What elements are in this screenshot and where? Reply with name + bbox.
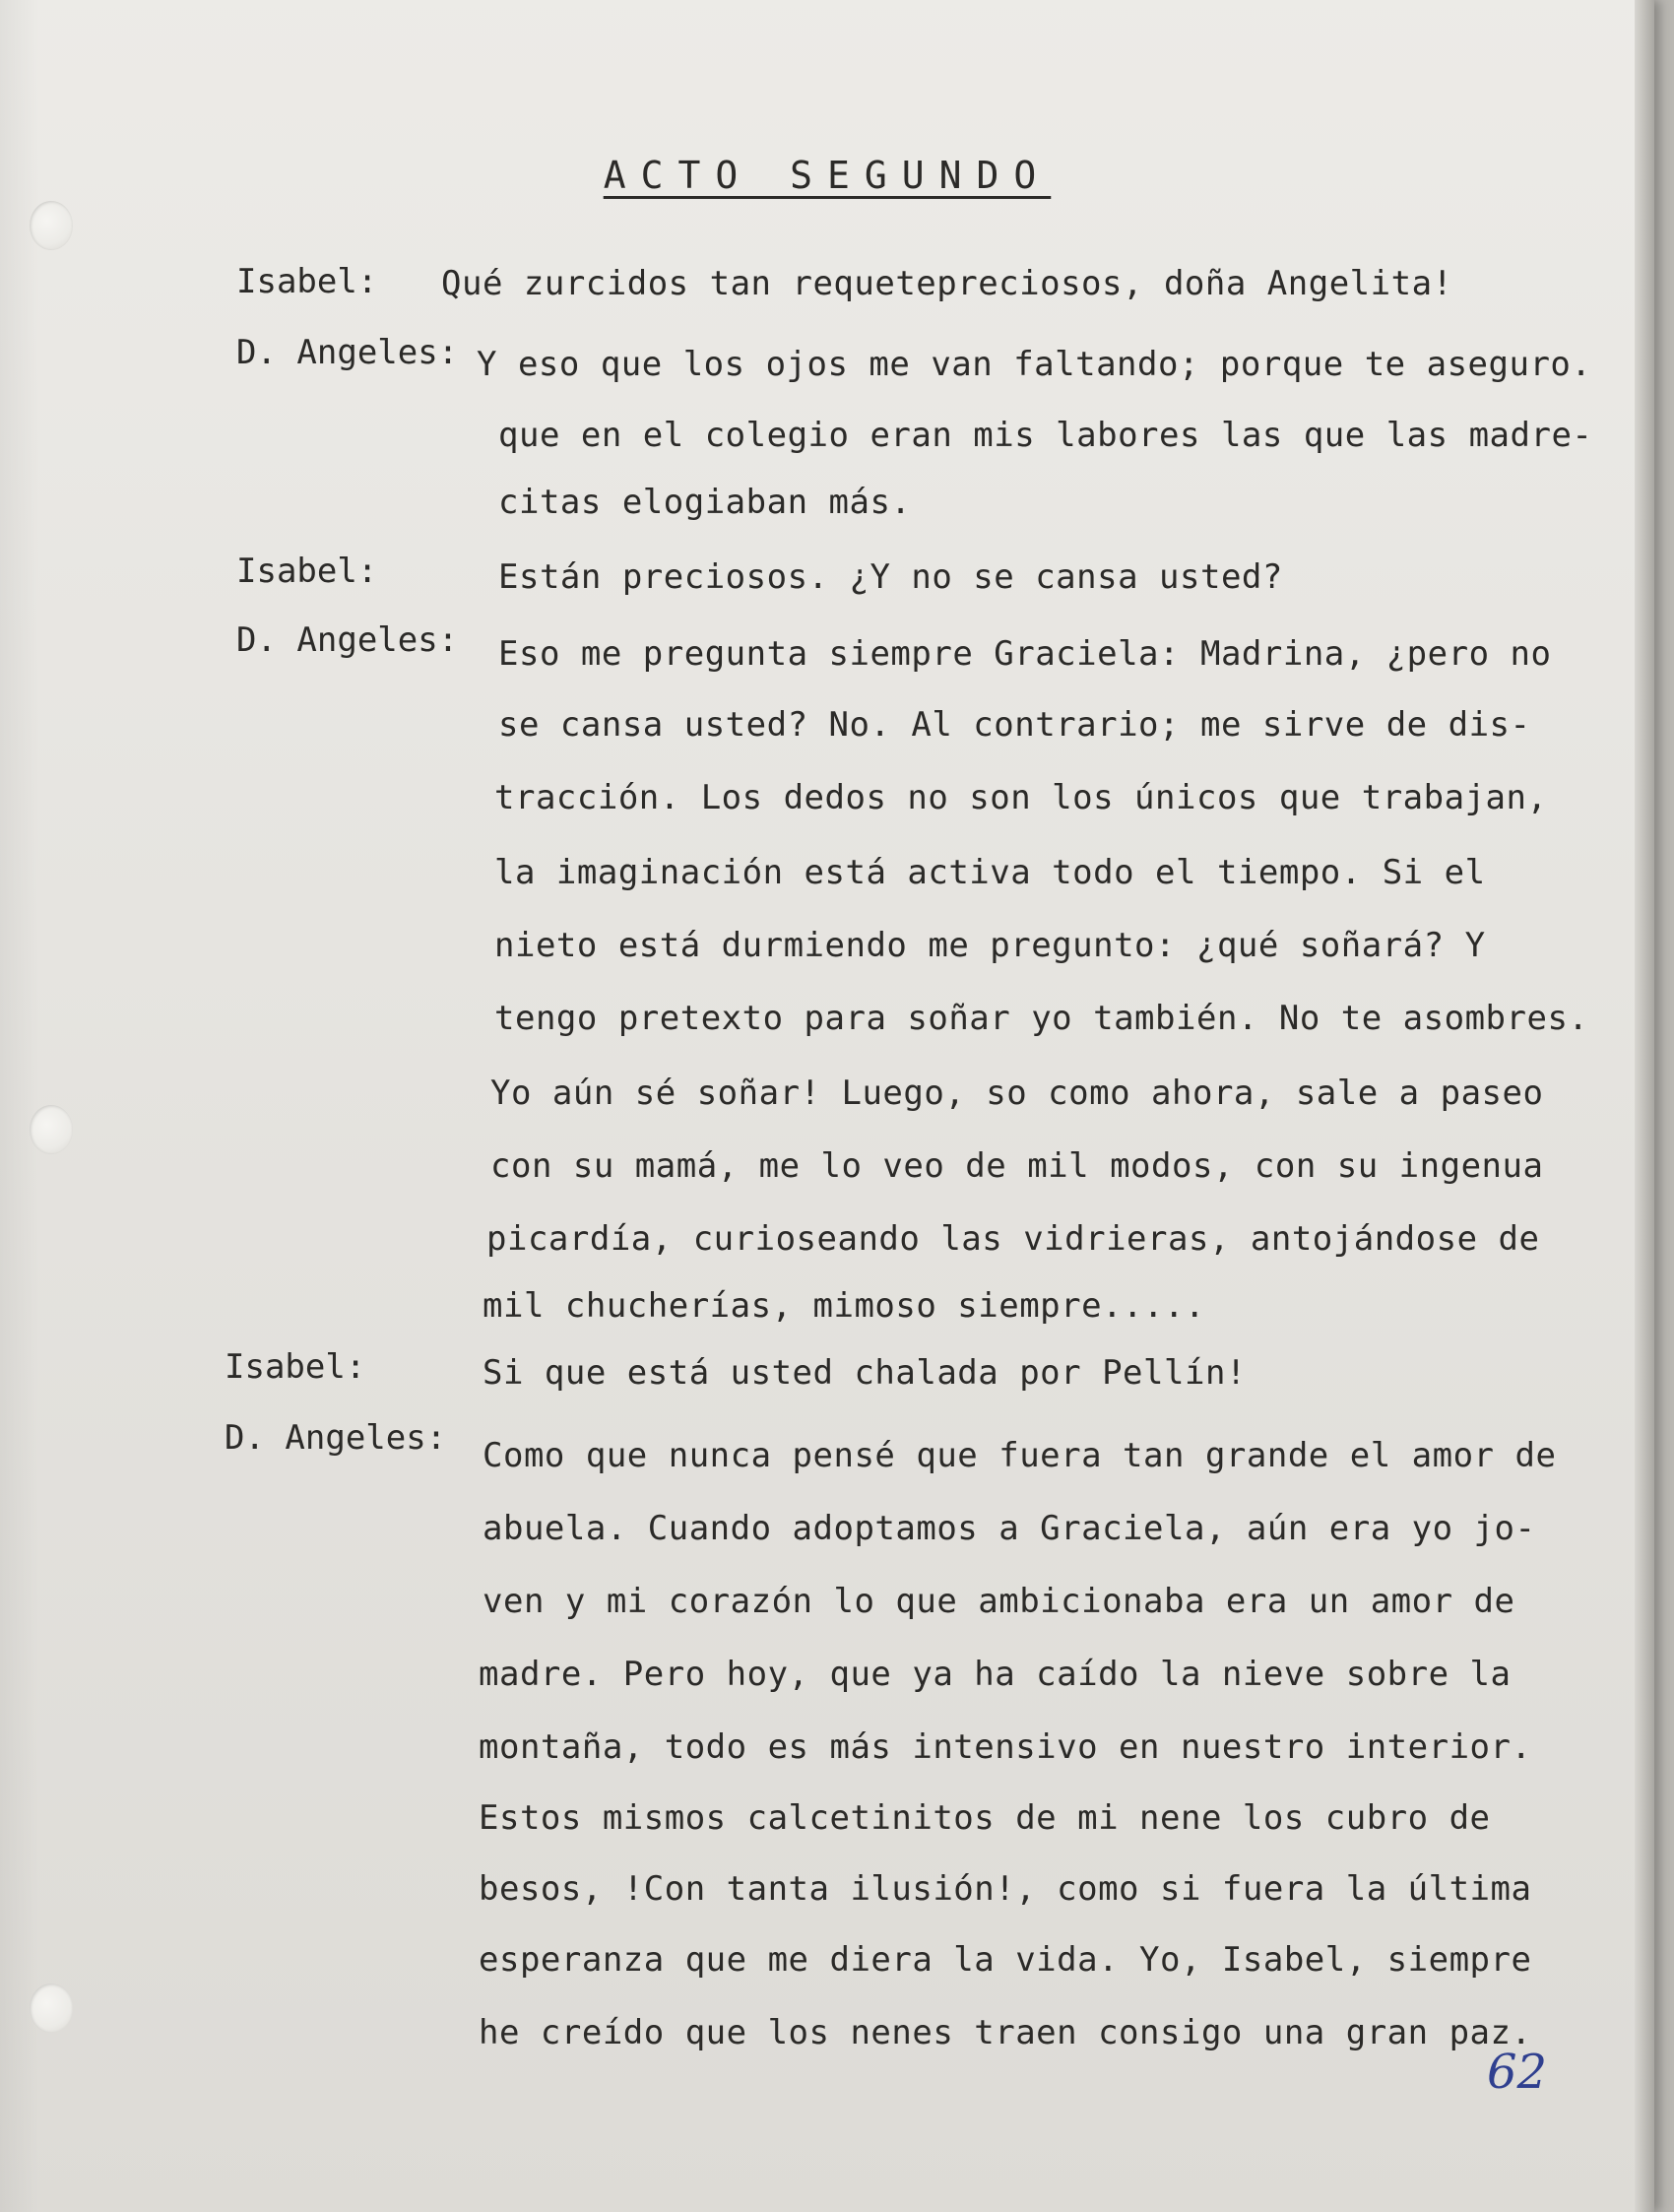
punch-hole: [30, 1984, 73, 2033]
speaker-name: D. Angeles:: [236, 333, 459, 372]
dialogue-line: se cansa usted? No. Al contrario; me sirve de dis-: [498, 705, 1531, 745]
punch-hole: [30, 1105, 73, 1154]
act-title: ACTO SEGUNDO: [603, 154, 1052, 197]
dialogue-line: Y eso que los ojos me van faltando; porque te aseguro.: [477, 345, 1592, 384]
dialogue-line: he creído que los nenes traen consigo una gran paz.: [479, 2013, 1532, 2052]
dialogue-line: que en el colegio eran mis labores las que las madre-: [498, 416, 1593, 455]
dialogue-line: besos, !Con tanta ilusión!, como si fuera la última: [479, 1869, 1532, 1909]
dialogue-line: Qué zurcidos tan requetepreciosos, doña Angelita!: [441, 264, 1453, 303]
speaker-name: D. Angeles:: [236, 620, 459, 660]
speaker-name: Isabel:: [236, 552, 378, 591]
dialogue-line: picardía, curioseando las vidrieras, antojándose de: [486, 1219, 1540, 1259]
dialogue-line: Como que nunca pensé que fuera tan grande el amor de: [483, 1436, 1557, 1475]
dialogue-line: madre. Pero hoy, que ya ha caído la nieve sobre la: [479, 1655, 1512, 1694]
punch-hole: [30, 201, 73, 250]
speaker-name: Isabel:: [236, 262, 378, 301]
dialogue-line: nieto está durmiendo me pregunto: ¿qué soñará? Y: [494, 926, 1486, 965]
speaker-name: Isabel:: [225, 1347, 366, 1387]
dialogue-line: montaña, todo es más intensivo en nuestro interior.: [479, 1727, 1532, 1767]
dialogue-line: Yo aún sé soñar! Luego, so como ahora, sale a paseo: [490, 1073, 1544, 1113]
dialogue-line: Si que está usted chalada por Pellín!: [483, 1353, 1247, 1393]
speaker-name: D. Angeles:: [225, 1418, 447, 1458]
dialogue-line: tengo pretexto para soñar yo también. No te asombres.: [494, 999, 1589, 1038]
dialogue-line: mil chucherías, mimoso siempre.....: [483, 1286, 1205, 1326]
dialogue-line: esperanza que me diera la vida. Yo, Isabel, siempre: [479, 1940, 1532, 1980]
page-edge: [1635, 0, 1654, 2212]
dialogue-line: tracción. Los dedos no son los únicos que trabajan,: [494, 778, 1548, 817]
dialogue-line: Eso me pregunta siempre Graciela: Madrina, ¿pero no: [498, 634, 1552, 674]
dialogue-line: ven y mi corazón lo que ambicionaba era un amor de: [483, 1582, 1515, 1621]
dialogue-line: con su mamá, me lo veo de mil modos, con su ingenua: [490, 1146, 1544, 1186]
dialogue-line: la imaginación está activa todo el tiempo. Si el: [494, 853, 1486, 892]
dialogue-line: Estos mismos calcetinitos de mi nene los cubro de: [479, 1798, 1491, 1838]
dialogue-line: abuela. Cuando adoptamos a Graciela, aún era yo jo-: [483, 1509, 1536, 1548]
page-number: 62: [1487, 2045, 1548, 2100]
dialogue-line: citas elogiaban más.: [498, 483, 912, 522]
dialogue-line: Están preciosos. ¿Y no se cansa usted?: [498, 557, 1283, 597]
